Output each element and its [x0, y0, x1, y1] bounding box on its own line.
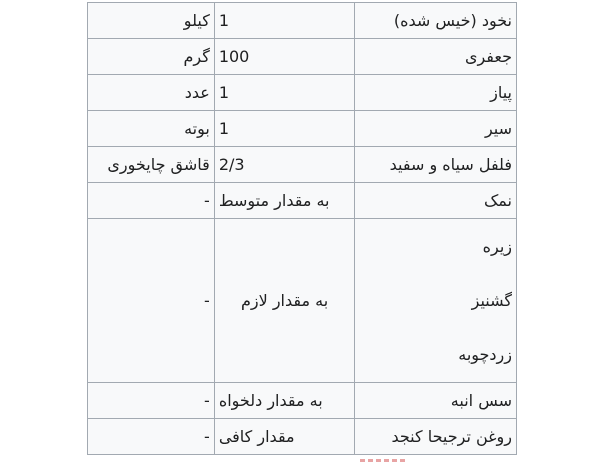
ingredient-unit: گرم [88, 39, 215, 75]
ingredient-amount: 1 [214, 75, 355, 111]
ingredients-table [87, 2, 517, 455]
table-row [88, 111, 517, 147]
spice-name: زیره [482, 236, 512, 256]
ingredient-unit: بوته [88, 111, 215, 147]
ingredient-name: نخود (خیس شده) [355, 3, 517, 39]
ingredient-amount: 100 [214, 39, 355, 75]
table-row [88, 383, 517, 419]
ingredient-amount: مقدار کافی [214, 419, 355, 455]
spice-name: گشنیز [471, 290, 512, 310]
table-row-spices [88, 219, 517, 383]
ingredient-name: پیاز [355, 75, 517, 111]
ingredient-amount: 2/3 [214, 147, 355, 183]
ingredient-amount: به مقدار دلخواه [214, 383, 355, 419]
table-row [88, 419, 517, 455]
ingredient-amount: 1 [214, 3, 355, 39]
ingredient-amount: 1 [214, 111, 355, 147]
ingredient-name: سس انبه [355, 383, 517, 419]
cropped-text-fragment [360, 456, 410, 463]
ingredient-unit: کیلو [88, 3, 215, 39]
spice-amount: به مقدار لازم [214, 219, 355, 383]
ingredient-name: روغن ترجیحا کنجد [355, 419, 517, 455]
ingredient-amount: به مقدار متوسط [214, 183, 355, 219]
table-row [88, 39, 517, 75]
spice-name: زردچوبه [458, 344, 512, 364]
ingredient-name: فلفل سیاه و سفید [355, 147, 517, 183]
spice-unit: - [88, 219, 215, 383]
ingredient-unit: عدد [88, 75, 215, 111]
ingredient-unit: قاشق چایخوری [88, 147, 215, 183]
spice-names-cell [355, 219, 517, 383]
ingredient-unit: - [88, 419, 215, 455]
ingredient-unit: - [88, 383, 215, 419]
ingredient-unit: - [88, 183, 215, 219]
table-row [88, 183, 517, 219]
ingredient-name: جعفری [355, 39, 517, 75]
ingredient-name: نمک [355, 183, 517, 219]
table-row [88, 3, 517, 39]
table-row [88, 147, 517, 183]
table-row [88, 75, 517, 111]
ingredient-name: سیر [355, 111, 517, 147]
